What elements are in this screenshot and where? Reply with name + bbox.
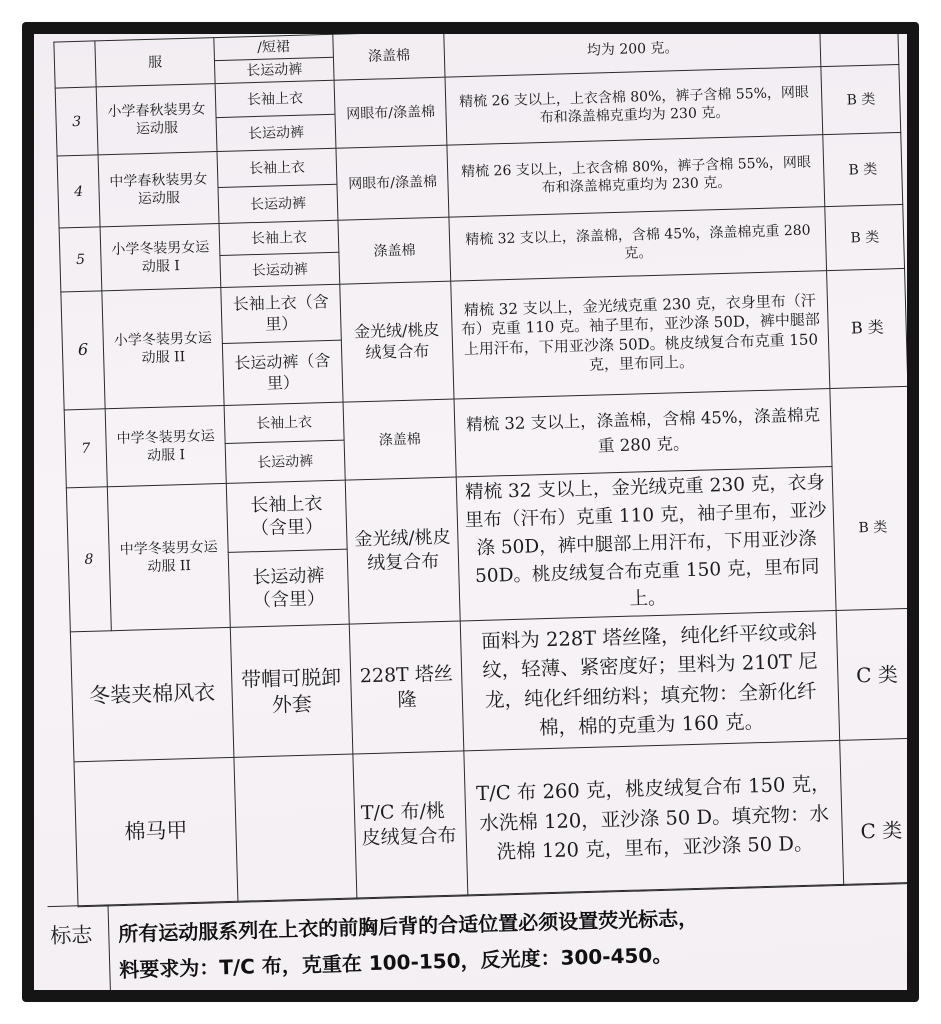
- fabric-name: 网眼布/涤盖棉: [334, 78, 447, 149]
- product-name: 中学冬装男女运动服 II: [108, 484, 231, 631]
- item-name: 长袖上衣（含里）: [226, 480, 347, 552]
- row-number: 8: [66, 487, 111, 632]
- product-name: 小学春秋装男女运动服: [96, 84, 217, 155]
- document-content: [34, 34, 907, 990]
- spec-description: 精梳 26 支以上，上衣含棉 80%，裤子含棉 55%，网眼布和涤盖棉克重均为 230 克。: [445, 67, 823, 145]
- document-page: [34, 34, 907, 990]
- class-label: B 类: [821, 65, 901, 135]
- fabric-name: 涤盖棉: [333, 34, 446, 81]
- item-name: 带帽可脱卸外套: [230, 624, 352, 757]
- footer-note-line-2: 料要求为：T/C 布，克重在 100-150，反光度：300-450。: [118, 942, 673, 983]
- fabric-name: 涤盖棉: [338, 217, 451, 284]
- spec-description: 面料为 228T 塔丝隆，纯化纤平纹或斜纹，轻薄、紧密度好；里料为 210T 尼龙，纯化纤细纺料；填充物：全新化纤棉，棉的克重为 160 克。: [461, 611, 840, 751]
- item-name: [234, 754, 357, 902]
- row-number: 3: [55, 87, 98, 156]
- product-name: 小学冬装男女运动服 II: [102, 288, 224, 409]
- product-name: 棉马甲: [74, 757, 238, 906]
- item-name: 长袖上衣: [215, 81, 335, 118]
- footer-note: [118, 893, 907, 988]
- row-number: 5: [59, 227, 102, 292]
- spec-description: T/C 布 260 克，桃皮绒复合布 150 克，水洗棉 120，亚沙涤 50 D。填充物：水洗棉 120 克，里布，亚沙涤 50 D。: [464, 741, 844, 896]
- class-label: B 类: [830, 387, 907, 611]
- class-label: B 类: [825, 205, 904, 271]
- footer-label: 标志: [50, 922, 93, 949]
- item-name: /短裙: [214, 34, 333, 60]
- fabric-name: 涤盖棉: [343, 399, 457, 480]
- spec-table: [53, 34, 907, 907]
- class-label: B 类: [823, 133, 903, 207]
- fabric-name: 网眼布/涤盖棉: [336, 146, 450, 221]
- product-name: 冬装夹棉风衣: [70, 628, 234, 762]
- product-name: 小学冬装男女运动服 I: [100, 224, 221, 291]
- item-name: 长袖上衣（含里）: [221, 285, 341, 344]
- item-name: 长运动裤: [215, 57, 334, 83]
- class-label: C 类: [840, 738, 907, 885]
- item-name: 长袖上衣: [217, 149, 337, 188]
- fabric-name: T/C 布/桃皮绒复合布: [353, 751, 469, 899]
- product-name: 中学春秋装男女运动服: [98, 152, 219, 227]
- item-name: 长运动裤: [216, 115, 336, 152]
- product-name: 中学冬装男女运动服 I: [105, 406, 226, 487]
- spec-description: 均为 200 克。: [444, 34, 821, 78]
- item-name: 长运动裤: [220, 253, 340, 288]
- fabric-name: 228T 塔丝隆: [349, 621, 464, 754]
- spec-description: 精梳 32 支以上，涤盖棉，含棉 45%，涤盖棉克重 280 克。: [454, 389, 832, 477]
- footer-note-line-1: 所有运动服系列在上衣的前胸后背的合适位置必须设置荧光标志，: [117, 905, 699, 947]
- spec-description: 精梳 32 支以上，涤盖棉，含棉 45%，涤盖棉克重 280 克。: [449, 207, 827, 281]
- fabric-name: 金光绒/桃皮绒复合布: [345, 477, 461, 624]
- table-row: [54, 34, 898, 65]
- spec-description: 精梳 32 支以上，金光绒克重 230 克，衣身里布（汗布）克重 110 克。袖子里布，亚沙涤 50D，裤中腿部上用汗布，下用亚沙涤 50D。桃皮绒复合布克重 150 克，里布同上。: [451, 271, 830, 399]
- spec-description: 精梳 26 支以上，上衣含棉 80%，裤子含棉 55%，网眼布和涤盖棉克重均为 230 克。: [447, 135, 825, 217]
- item-name: 长袖上衣: [219, 221, 339, 256]
- table-row: [70, 608, 907, 762]
- spec-description: 精梳 32 支以上，金光绒克重 230 克，衣身里布（汗布）克重 110 克，袖子里布，亚沙涤 50D，裤中腿部上用汗布，下用亚沙涤 50D。桃皮绒复合布克重 150 克，里布同上。: [457, 467, 837, 621]
- item-name: 长运动裤（含里）: [222, 341, 343, 406]
- item-name: 长运动裤（含里）: [228, 549, 349, 627]
- table-row: [74, 738, 907, 907]
- product-name: 服: [95, 38, 215, 88]
- class-label: [820, 34, 899, 67]
- item-name: 长运动裤: [218, 185, 338, 224]
- row-number: 4: [57, 155, 100, 228]
- item-name: 长袖上衣: [224, 403, 344, 444]
- row-number: [54, 41, 96, 89]
- class-label: B 类: [827, 269, 907, 389]
- row-number: 6: [61, 291, 105, 410]
- class-label: C 类: [836, 608, 907, 740]
- item-name: 长运动裤: [225, 441, 345, 484]
- fabric-name: 金光绒/桃皮绒复合布: [340, 281, 455, 402]
- row-number: 7: [64, 409, 107, 488]
